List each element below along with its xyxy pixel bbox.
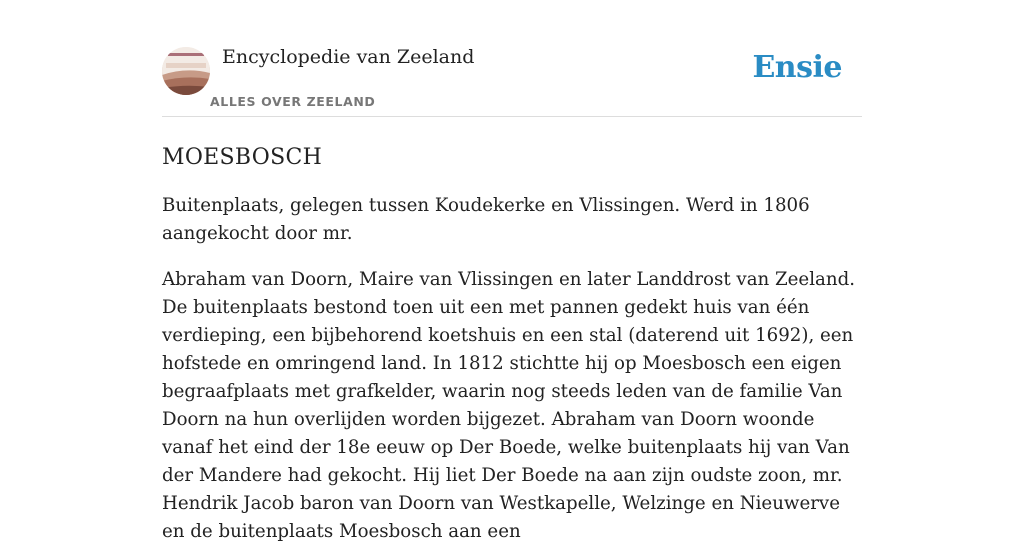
site-header [162, 0, 862, 117]
article-title: MOESBOSCH [162, 145, 323, 170]
article-paragraph: Buitenplaats, gelegen tussen Koudekerke en Vlissingen. Werd in 1806 aangekocht door mr. [162, 195, 810, 244]
ensie-logo-link[interactable]: Ensie [752, 50, 842, 85]
article-body [162, 192, 862, 546]
book-avatar-icon[interactable] [162, 47, 210, 95]
page [162, 0, 862, 546]
site-subtitle: ALLES OVER ZEELAND [210, 94, 376, 109]
article-paragraph: Abraham van Doorn, Maire van Vlissingen en later Landdrost van Zeeland. De buitenplaats bestond toen uit een met pannen gedekt huis van één verdieping, een bijbehorend koetshuis en een stal (daterend uit 1692), een hofstede en omringend land. In 1812 stichtte hij op Moesbosch een eigen begraafplaats met grafkelder, waarin nog steeds leden van de familie Van Doorn na hun overlijden worden bijgezet. Abraham van Doorn woonde vanaf het eind der 18e eeuw op Der Boede, welke buitenplaats hij van Van der Mandere had gekocht. Hij liet Der Boede na aan zijn oudste zoon, mr. Hendrik Jacob baron van Doorn van Westkapelle, Welzinge en Nieuwerve en de buitenplaats Moesbosch aan een [162, 269, 855, 542]
site-title[interactable]: Encyclopedie van Zeeland [222, 46, 475, 68]
